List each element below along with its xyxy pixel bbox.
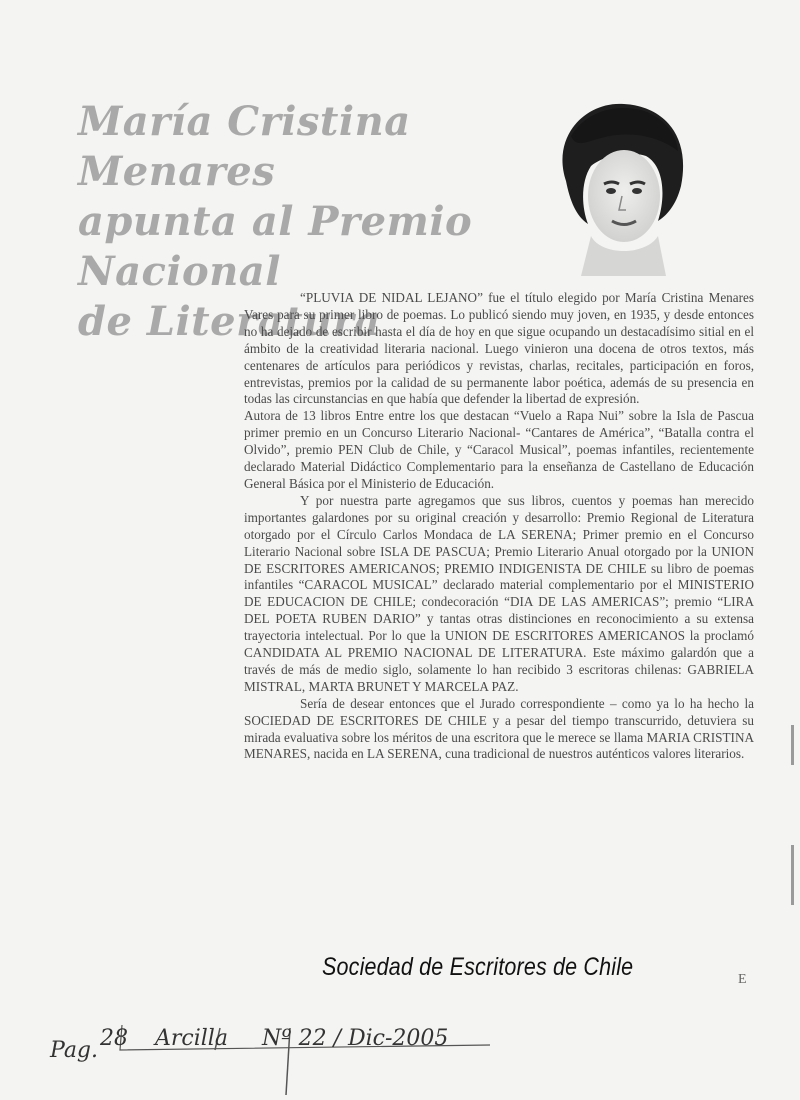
handwritten-issue: Nº 22 / Dic-2005 bbox=[262, 1026, 449, 1051]
margin-scan-mark bbox=[790, 725, 796, 915]
paragraph-4: Sería de desear entonces que el Jurado correspondiente – como ya lo ha hecho la SOCIEDAD DE ESCRITORES DE CHILE y a pesar del tiempo transcurrido, detuviera su mirada evaluativa sobre los méritos de una escritora que le merece se llama MARIA CRISTINA MENARES, nacida en LA SERENA, cuna tradicional de nuestros auténticos valores literarios. bbox=[244, 695, 754, 762]
title-line-1: María Cristina Menares bbox=[78, 97, 411, 195]
organization-signature: Sociedad de Escritores de Chile bbox=[322, 953, 634, 981]
paragraph-1: “PLUVIA DE NIDAL LEJANO” fue el título elegido por María Cristina Menares Vares para su primer libro de poemas. Lo publicó siendo muy joven, en 1935, y desde entonces no ha dejado de escribir hasta el día de hoy en que sigue ocupando un destacadísimo sitial en el ámbito de la creatividad literaria nacional. Luego vinieron una docena de otros textos, más centenares de artículos para periódicos y revistas, charlas, recitales, participación en foros, entrevistas, premios por la calidad de su permanente labor poética, además de su presencia en todas las circunstancias en que había que defender la libertad de expresión. bbox=[244, 290, 754, 407]
title-line-3: de Literatura bbox=[78, 297, 381, 345]
handwritten-page-number: 28 bbox=[100, 1026, 128, 1051]
author-portrait bbox=[546, 96, 696, 276]
paragraph-2: Autora de 13 libros Entre entre los que destacan “Vuelo a Rapa Nui” sobre la Isla de Pascua primer premio en un Concurso Literario Nacional- “Cantares de América”, “Batalla contra el Olvido”, premio PEN Club de Chile, y “Caracol Musical”, poemas infantiles, recientemente declarado Material Didáctico Complementario para la enseñanza de Castellano de Educación General Básica por el Ministerio de Educación. bbox=[244, 408, 754, 491]
paragraph-3: Y por nuestra parte agregamos que sus libros, cuentos y poemas han merecido importantes galardones por su original creación y desarrollo: Premio Regional de Literatura otorgado por el Círculo Carlos Mondaca de LA SERENA; Primer premio en el Concurso Literario Nacional sobre ISLA DE PASCUA; Premio Literario Anual otorgado por la UNION DE ESCRITORES AMERICANOS; PREMIO INDIGENISTA DE CHILE su libro de poemas infantiles “CARACOL MUSICAL” declarado material complementario por el MINISTERIO DE EDUCACION DE CHILE; condecoración “DIA DE LAS AMERICAS”; premio “LIRA DEL POETA RUBEN DARIO” y tantas otras distinciones en reconocimiento a su extensa trayectoria intelectual. Por lo que la UNION DE ESCRITORES AMERICANOS la proclamó CANDIDATA AL PREMIO NACIONAL DE LITERATURA. Este máximo galardón que a través de más de medio siglo, solamente lo han recibido 3 escritoras chilenas: GABRIELA MISTRAL, MARTA BRUNET Y MARCELA PAZ. bbox=[244, 492, 754, 694]
article-body bbox=[244, 290, 754, 763]
title-line-2: apunta al Premio Nacional bbox=[78, 197, 473, 295]
margin-letter: E bbox=[738, 972, 747, 987]
handwritten-page-label: Pag. bbox=[50, 1038, 99, 1063]
handwritten-publication: Arcilla bbox=[155, 1026, 228, 1051]
